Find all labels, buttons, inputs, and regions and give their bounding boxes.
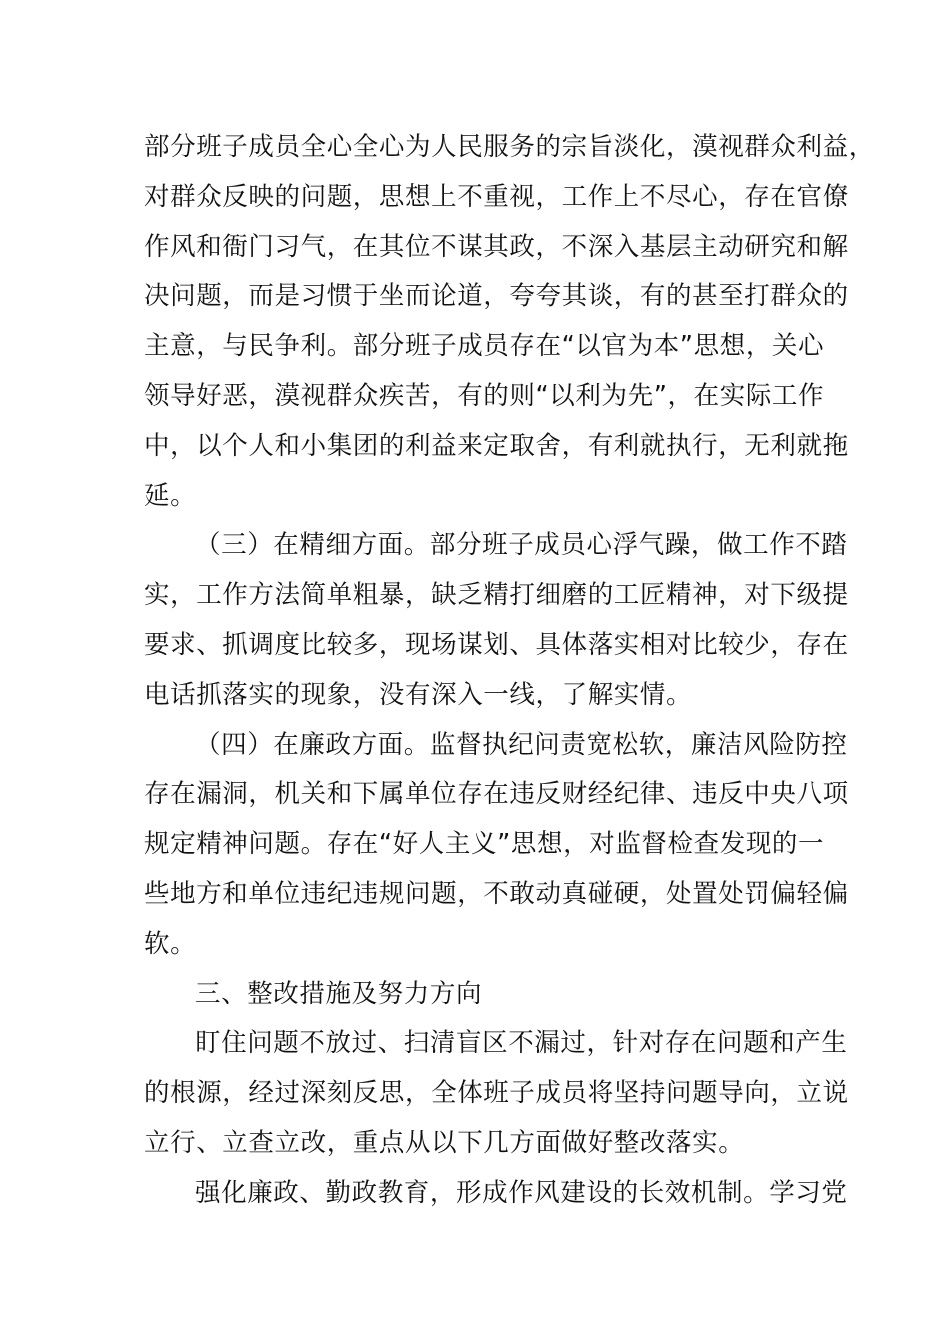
- text-line: 作风和衙门习气，在其位不谋其政，不深入基层主动研究和解: [144, 231, 849, 262]
- text-line: 部分班子成员全心全心为人民服务的宗旨淡化，漠视群众利益，: [144, 132, 875, 162]
- text-line: 些地方和单位违纪违规问题，不敢动真碰硬，处置处罚偏轻偏: [144, 878, 849, 909]
- text-line: 立行、立查立改，重点从以下几方面做好整改落实。: [144, 1127, 745, 1158]
- text-line: 主意，与民争利。部分班子成员存在“以官为本”思想，关心: [144, 331, 825, 362]
- text-line: 要求、抓调度比较多，现场谋划、具体落实相对比较少，存在: [144, 629, 849, 660]
- document-body: [144, 123, 875, 1219]
- text-line: 的根源，经过深刻反思，全体班子成员将坚持问题导向，立说: [144, 1078, 849, 1109]
- text-line: 实，工作方法简单粗暴，缺乏精打细磨的工匠精神，对下级提: [144, 580, 849, 611]
- text-line: 强化廉政、勤政教育，形成作风建设的长效机制。学习党: [195, 1177, 848, 1208]
- text-line: 延。: [144, 480, 197, 511]
- text-line: 中，以个人和小集团的利益来定取舍，有利就执行，无利就拖: [144, 430, 849, 461]
- text-line: 对群众反映的问题，思想上不重视，工作上不尽心，存在官僚: [144, 181, 849, 212]
- text-line: 存在漏洞，机关和下属单位存在违反财经纪律、违反中央八项: [144, 779, 849, 810]
- text-line: 盯住问题不放过、扫清盲区不漏过，针对存在问题和产生: [195, 1028, 848, 1059]
- text-line: 软。: [144, 928, 197, 959]
- section-three-line: （三）在精细方面。部分班子成员心浮气躁，做工作不踏: [195, 530, 848, 561]
- section-heading: 三、整改措施及努力方向: [195, 978, 483, 1009]
- text-line: 规定精神问题。存在“好人主义”思想，对监督检查发现的一: [144, 829, 825, 860]
- text-line: 领导好恶，漠视群众疾苦，有的则“以利为先”，在实际工作: [144, 380, 825, 411]
- text-line: 决问题，而是习惯于坐而论道，夸夸其谈，有的甚至打群众的: [144, 281, 849, 312]
- section-four-line: （四）在廉政方面。监督执纪问责宽松软，廉洁风险防控: [195, 729, 848, 760]
- text-line: 电话抓落实的现象，没有深入一线，了解实情。: [144, 679, 693, 710]
